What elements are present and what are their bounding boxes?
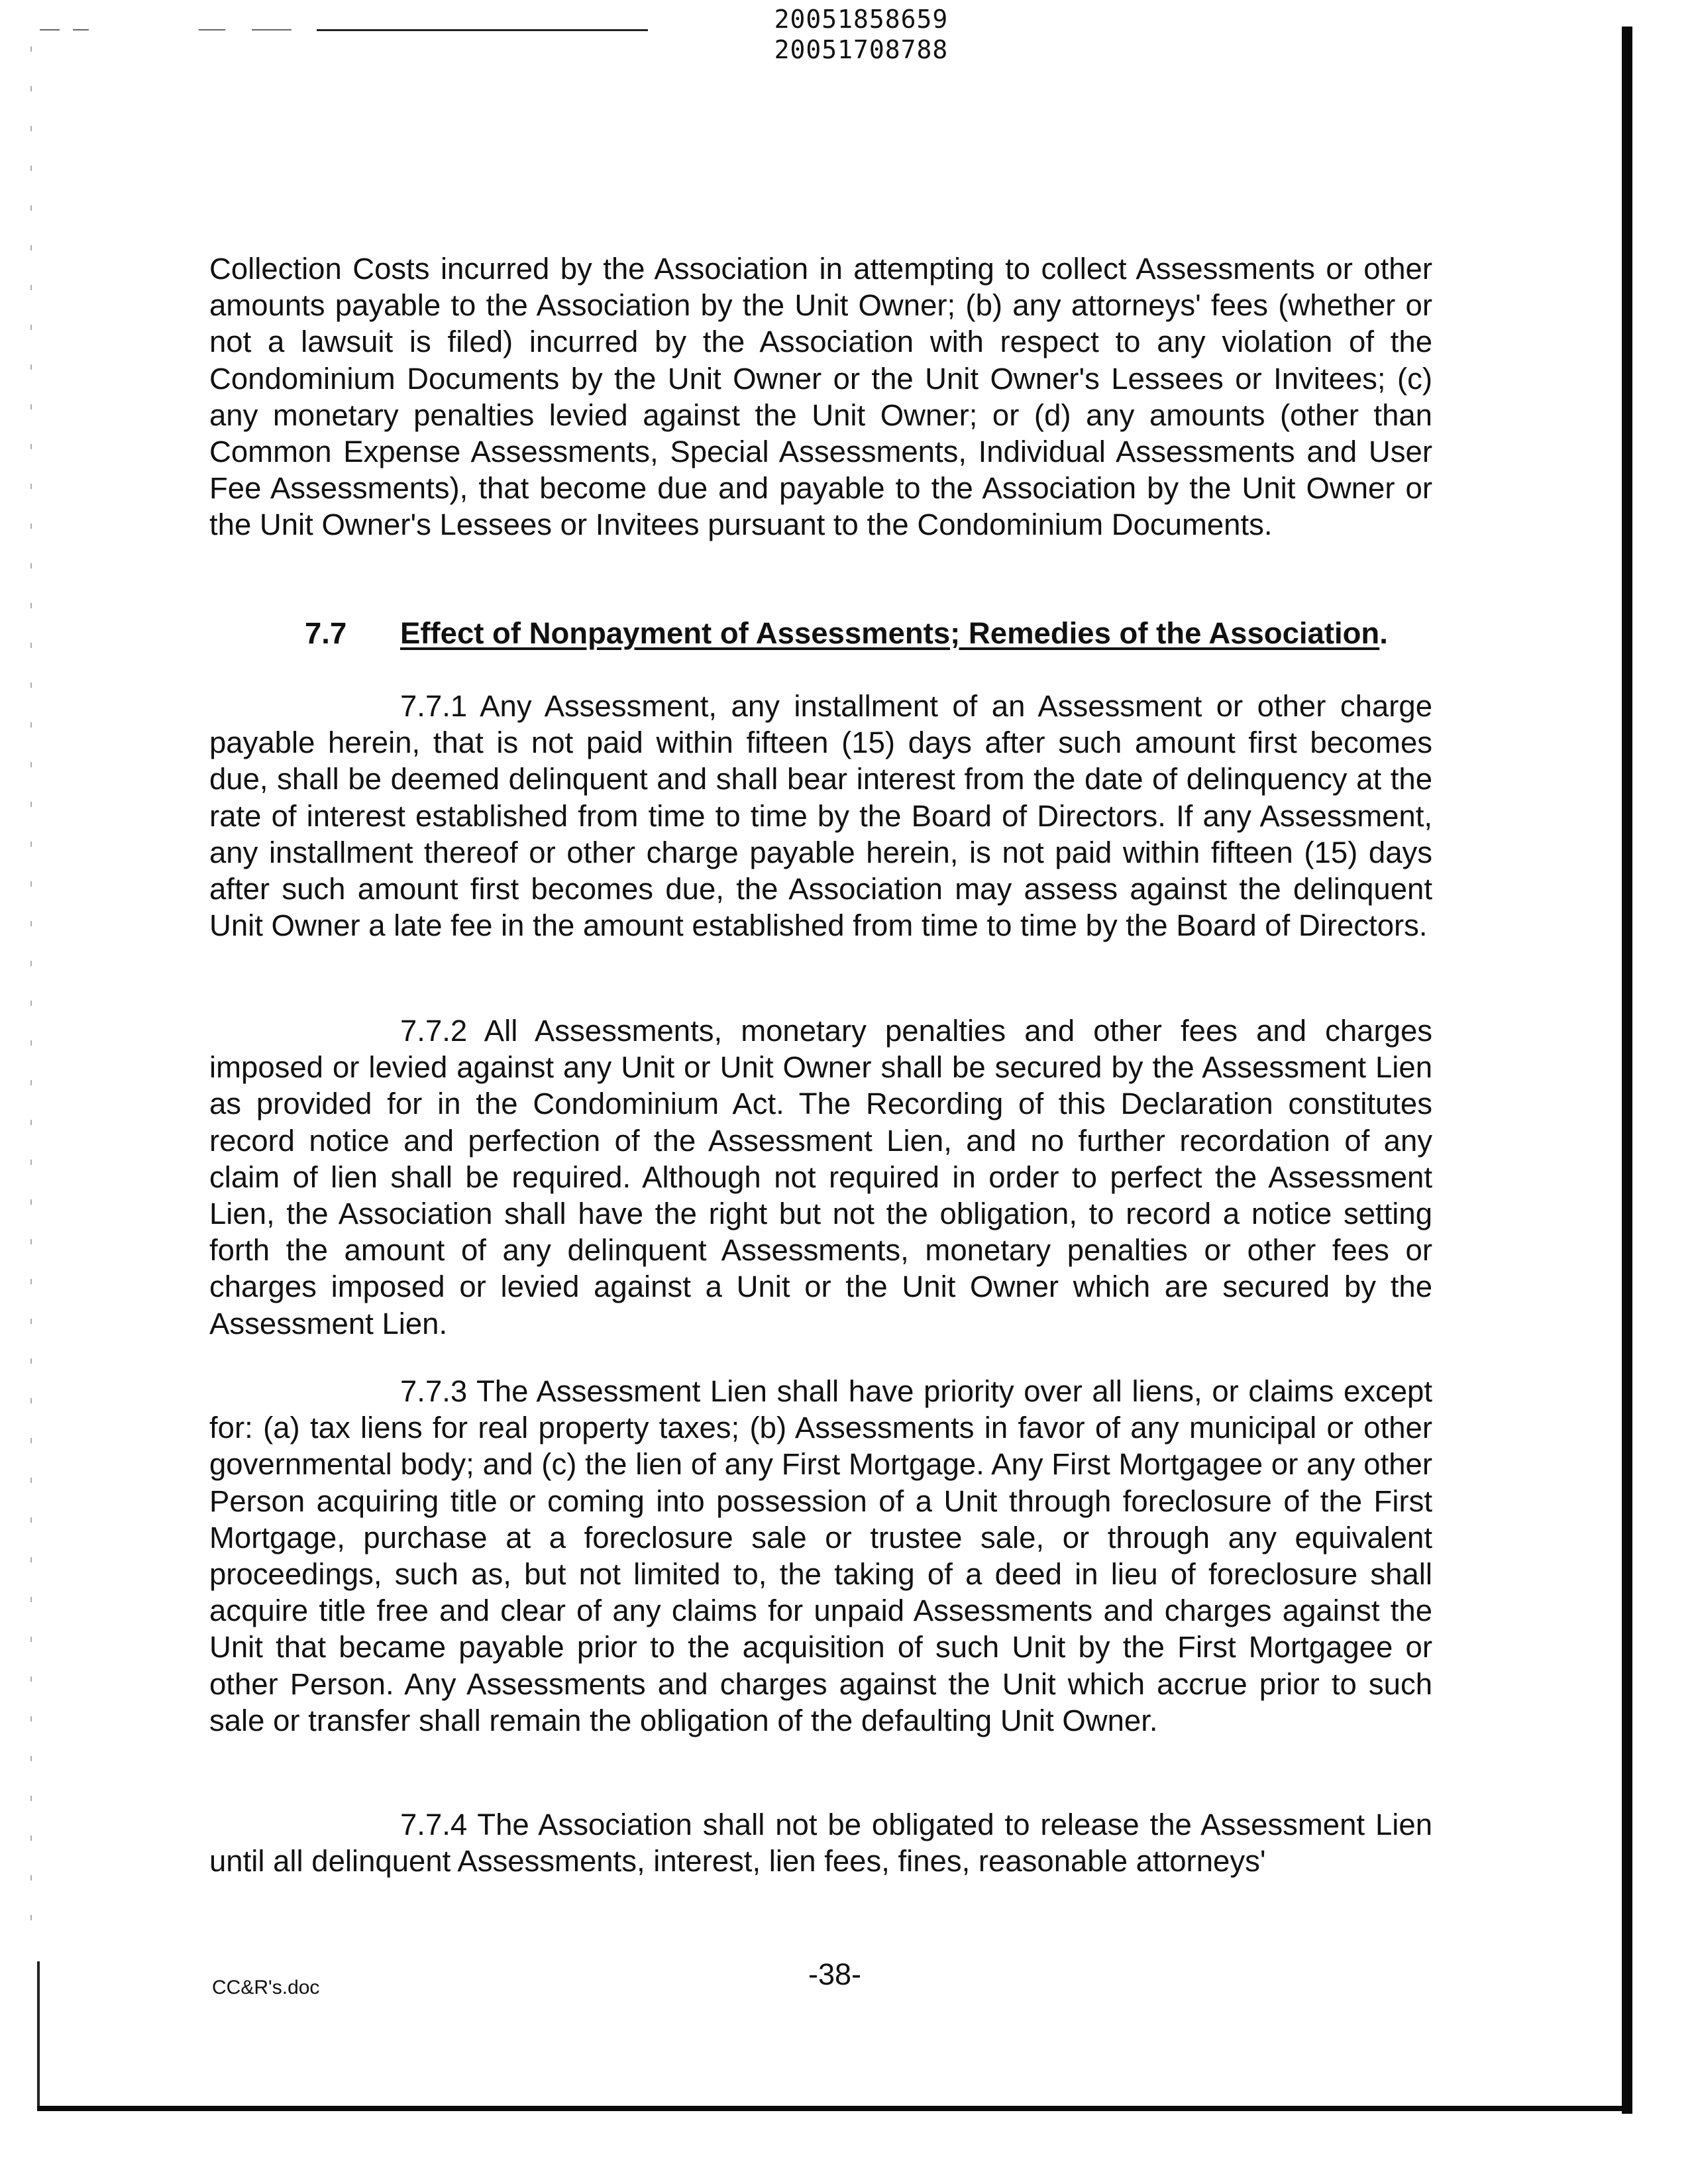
section-title-period: . bbox=[1379, 616, 1388, 650]
scan-artifact-left-edge bbox=[30, 46, 32, 1922]
scan-artifact-dash bbox=[199, 29, 225, 30]
continuation-paragraph: Collection Costs incurred by the Association in attempting to collect Assessments or other amounts payable to the Association by the Unit Owner; (b) any attorneys' fees (whether or not a lawsuit is filed) incurred by the Association with respect to any violation of the Condominium Documents by the Unit Owner or the Unit Owner's Lessees or Invitees; (c) any monetary penalties levied against the Unit Owner; or (d) any amounts (other than Common Expense Assessments, Special Assessments, Individual Assessments and User Fee Assessments), that become due and payable to the Association by the Unit Owner or the Unit Owner's Lessees or Invitees pursuant to the Condominium Documents. bbox=[209, 252, 1432, 542]
scan-artifact-dash bbox=[252, 29, 292, 30]
subsection-paragraph: 7.7.3 The Assessment Lien shall have priority over all liens, or claims except for: (a) tax liens for real property taxes; (b) Assessments in favor of any municipal or other governmental body; and (c) the lien of any First Mortgage. Any First Mortgagee or any other Person acquiring title or coming into possession of a Unit through foreclosure of the First Mortgage, purchase at a foreclosure sale or trustee sale, or through any equivalent proceedings, such as, but not limited to, the taking of a deed in lieu of foreclosure shall acquire title free and clear of any claims for unpaid Assessments and charges against the Unit that became payable prior to the acquisition of such Unit by the First Mortgagee or other Person. Any Assessments and charges against the Unit which accrue prior to such sale or transfer shall remain the obligation of the defaulting Unit Owner. bbox=[209, 1374, 1432, 1737]
subsection-paragraph: 7.7.4 The Association shall not be obligated to release the Assessment Lien until all delinquent Assessments, interest, lien fees, fines, reasonable attorneys' bbox=[209, 1808, 1432, 1879]
section-number: 7.7 bbox=[305, 616, 347, 650]
scan-artifact-top-line bbox=[317, 29, 648, 31]
scan-artifact-dash bbox=[40, 29, 60, 30]
scan-artifact-left-border bbox=[37, 1961, 40, 2111]
section-heading bbox=[305, 615, 1388, 651]
footer-filename: CC&R's.doc bbox=[212, 1977, 320, 1998]
section-title: Effect of Nonpayment of Assessments; Remedies of the Association bbox=[400, 616, 1380, 650]
recording-numbers bbox=[662, 4, 1060, 65]
subsection-paragraph: 7.7.2 All Assessments, monetary penalties and other fees and charges imposed or levied against any Unit or Unit Owner shall be secured by the Assessment Lien as provided for in the Condominium Act. The Recording of this Declaration constitutes record notice and perfection of the Assessment Lien, and no further recordation of any claim of lien shall be required. Although not required in order to perfect the Assessment Lien, the Association shall have the right but not the obligation, to record a notice setting forth the amount of any delinquent Assessments, monetary penalties or other fees or charges imposed or levied against a Unit or the Unit Owner which are secured by the Assessment Lien. bbox=[209, 1014, 1432, 1340]
scan-artifact-dash bbox=[73, 29, 89, 30]
recording-number: 20051858659 bbox=[774, 5, 949, 34]
scan-artifact-bottom-border bbox=[37, 2106, 1632, 2111]
recording-number: 20051708788 bbox=[774, 35, 949, 64]
subsection-paragraph: 7.7.1 Any Assessment, any installment of an Assessment or other charge payable herein, that is not paid within fifteen (15) days after such amount first becomes due, shall be deemed delinquent and shall bear interest from the date of delinquency at the rate of interest established from time to time by the Board of Directors. If any Assessment, any installment thereof or other charge payable herein, is not paid within fifteen (15) days after such amount first becomes due, the Association may assess against the delinquent Unit Owner a late fee in the amount established from time to time by the Board of Directors. bbox=[209, 689, 1432, 943]
scan-artifact-right-border bbox=[1622, 27, 1632, 2114]
page-number: -38- bbox=[808, 1957, 862, 1991]
